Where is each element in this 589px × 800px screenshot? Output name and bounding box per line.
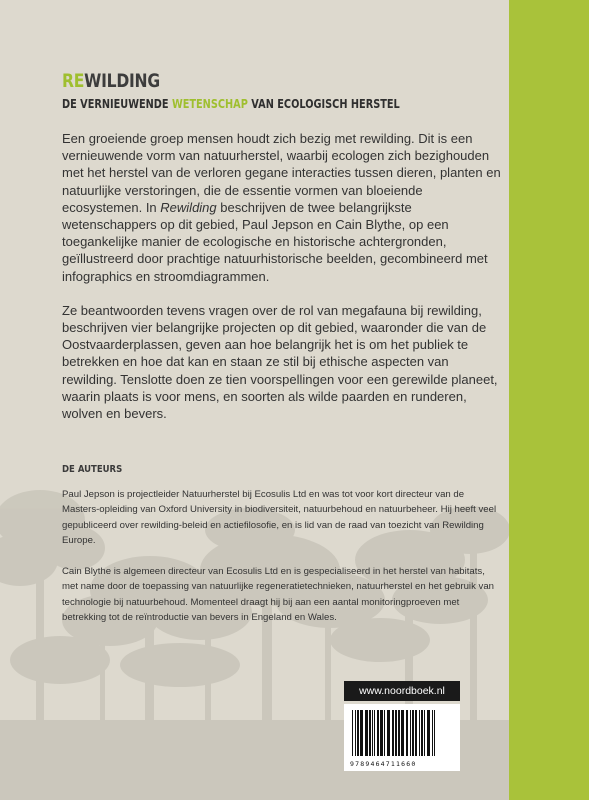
barcode bbox=[344, 704, 460, 771]
barcode-bar bbox=[369, 710, 371, 756]
barcode-bar bbox=[419, 710, 420, 756]
barcode-bar bbox=[415, 710, 417, 756]
barcode-bar bbox=[406, 710, 408, 756]
barcode-bar bbox=[355, 710, 356, 756]
title-accent: RE bbox=[62, 70, 85, 92]
barcode-bar bbox=[398, 710, 400, 756]
authors-heading: DE AUTEURS bbox=[62, 464, 123, 475]
barcode-bars-icon bbox=[350, 710, 454, 758]
barcode-bar bbox=[410, 710, 411, 756]
barcode-bar bbox=[432, 710, 433, 756]
barcode-bar bbox=[357, 710, 359, 756]
subtitle-part3: VAN ECOLOGISCH HERSTEL bbox=[247, 96, 400, 111]
subtitle-accent: WETENSCHAP bbox=[171, 96, 248, 111]
blurb bbox=[62, 130, 502, 439]
blurb-paragraph-1 bbox=[62, 130, 502, 285]
author-bio-blythe: Cain Blythe is algemeen directeur van Ecosulis Ltd en is gespecialiseerd in het herstel van habitats, met name door de toepassing van natuurlijke regeneratietechnieken, natuurherstel en het gebruik van technologie bij natuurbehoud. Momenteel draagt hij bij aan een aantal monitoringproeven met betrekking tot de reïntroductie van bevers in Engeland en Wales. bbox=[62, 566, 494, 624]
blurb-p1-text-a: Een groeiende groep mensen houdt zich bezig met rewilding. Dit is een vernieuwende vorm van natuurherstel, waarbij ecologen zich bezighouden met het herstel van de verloren gegane interacties tussen dieren, planten en natuurlijke verstoringen, die de essentie vormen van bloeiende ecosystemen. In bbox=[62, 131, 501, 215]
barcode-bar bbox=[421, 710, 423, 756]
barcode-bar bbox=[434, 710, 435, 756]
barcode-bar bbox=[360, 710, 363, 756]
barcode-bar bbox=[395, 710, 397, 756]
blurb-p1-title-italic: Rewilding bbox=[160, 199, 217, 215]
publisher-url: www.noordboek.nl bbox=[344, 681, 460, 701]
barcode-bar bbox=[365, 710, 368, 756]
blurb-paragraph-2: Ze beantwoorden tevens vragen over de rol van megafauna bij rewilding, beschrijven vier belangrijke projecten op dit gebied, waaronder die van de Oostvaarderplassen, geven aan hoe belangrijk het is om het publiek te betrekken en hoe dat kan en staan ze stil bij ethische aspecten van rewilding. Tenslotte doen ze tien voorspellingen voor een gerewilde planeet, waarin plaats is voor mens, en soorten als wilde paarden en runderen, wolven en bevers. bbox=[62, 302, 498, 422]
barcode-bar bbox=[424, 710, 425, 756]
barcode-bar bbox=[374, 710, 375, 756]
barcode-bar bbox=[377, 710, 379, 756]
barcode-bar bbox=[372, 710, 373, 756]
author-bio-jepson: Paul Jepson is projectleider Natuurherstel bij Ecosulis Ltd en was tot voor kort directeur van de Masters-opleiding van Oxford University in biodiversiteit, natuurbehoud en natuurbeheer. Hij heeft veel gepubliceerd over rewilding-beleid en actiefilosofie, en is lid van de raad van toezicht van Rewilding Europe. bbox=[62, 489, 497, 547]
barcode-bar bbox=[427, 710, 430, 756]
title-rest: WILDING bbox=[84, 70, 160, 92]
blurb-p1-text-b: beschrijven de twee belangrijkste wetenschappers op dit gebied, Paul Jepson en Cain Blythe, op een toegankelijke manier de ecologische en historische achtergronden, geïllustreerd door prachtige natuurhistorische beelden, gecombineerd met infographics en stroomdiagrammen. bbox=[62, 199, 488, 284]
barcode-number: 9789464711660 bbox=[350, 760, 417, 768]
book-title bbox=[62, 70, 160, 92]
barcode-bar bbox=[352, 710, 353, 756]
barcode-bar bbox=[392, 710, 394, 756]
barcode-bar bbox=[380, 710, 383, 756]
barcode-bar bbox=[384, 710, 385, 756]
authors-section bbox=[62, 487, 502, 641]
barcode-bar bbox=[387, 710, 390, 756]
book-subtitle bbox=[62, 96, 400, 111]
spine-color-band bbox=[509, 0, 589, 800]
barcode-bar bbox=[412, 710, 414, 756]
subtitle-part1: DE VERNIEUWENDE bbox=[62, 96, 172, 111]
barcode-bar bbox=[401, 710, 404, 756]
